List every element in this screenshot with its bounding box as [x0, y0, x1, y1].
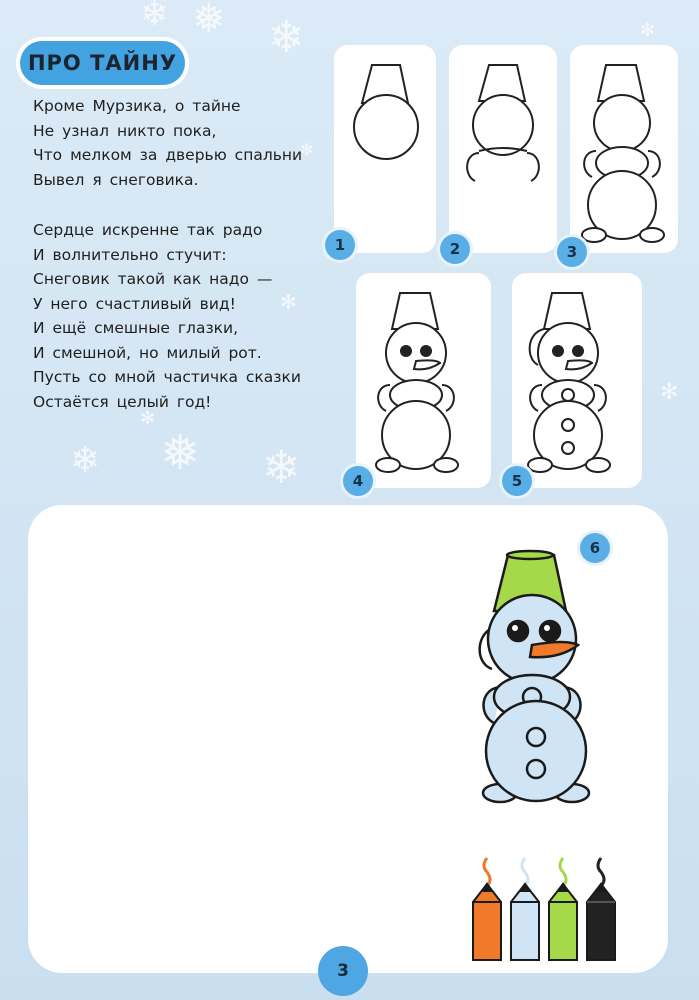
poem-line: Остаётся целый год! — [33, 392, 212, 411]
pencil-icon — [465, 850, 635, 970]
step-badge: 6 — [580, 533, 610, 563]
snowflake-icon: ❄ — [262, 440, 301, 494]
step-badge: 4 — [343, 466, 373, 496]
page-number: 3 — [318, 946, 368, 996]
poem-line: Кроме Мурзика, о тайне — [33, 97, 241, 115]
title-badge — [20, 41, 185, 85]
poem-line: Что мелком за дверью спальни — [33, 146, 303, 164]
snowflake-icon: ✻ — [140, 408, 156, 429]
snowflake-icon: ✻ — [640, 20, 656, 41]
step-card-3 — [570, 45, 678, 253]
snowman-drawing — [449, 45, 557, 253]
step-badge: 2 — [440, 234, 470, 264]
poem-line: И волнительно стучит: — [33, 245, 227, 264]
poem-line: Пусть со мной частичка сказки — [33, 368, 301, 386]
poem-line: И ещё смешные глазки, — [33, 319, 239, 337]
snowflake-icon: ❄ — [70, 440, 101, 481]
step-badge: 5 — [502, 466, 532, 496]
poem-line: Сердце искренне так радо — [33, 221, 263, 239]
poem-line: Вывел я снеговика. — [33, 170, 199, 189]
page-title: ПРО ТАЙНУ — [27, 51, 178, 75]
snowman-drawing — [512, 273, 642, 488]
snowflake-icon: ✻ — [300, 140, 314, 159]
snowman-drawing — [470, 545, 650, 825]
poem-line: У него счастливый вид! — [33, 294, 236, 313]
snowman-drawing — [356, 273, 491, 488]
poem-line: Не узнал никто пока, — [33, 121, 217, 140]
snowflake-icon: ❅ — [192, 0, 226, 42]
step-card-2 — [449, 45, 557, 253]
snowflake-icon: ❅ — [160, 425, 201, 481]
snowflake-icon: ✻ — [660, 380, 679, 405]
step-card-1 — [334, 45, 436, 253]
step-card-5 — [512, 273, 642, 488]
snowflake-icon: ❄ — [140, 0, 169, 34]
poem-line: И смешной, но милый рот. — [33, 343, 262, 362]
step-badge: 3 — [557, 237, 587, 267]
snowman-drawing — [334, 45, 436, 253]
step-badge: 1 — [325, 230, 355, 260]
snowflake-icon: ❄ — [268, 12, 305, 63]
poem — [33, 94, 333, 414]
snowman-drawing — [570, 45, 678, 253]
step-card-4 — [356, 273, 491, 488]
snowflake-icon: ✻ — [280, 290, 297, 314]
poem-line: Снеговик такой как надо — — [33, 270, 273, 288]
